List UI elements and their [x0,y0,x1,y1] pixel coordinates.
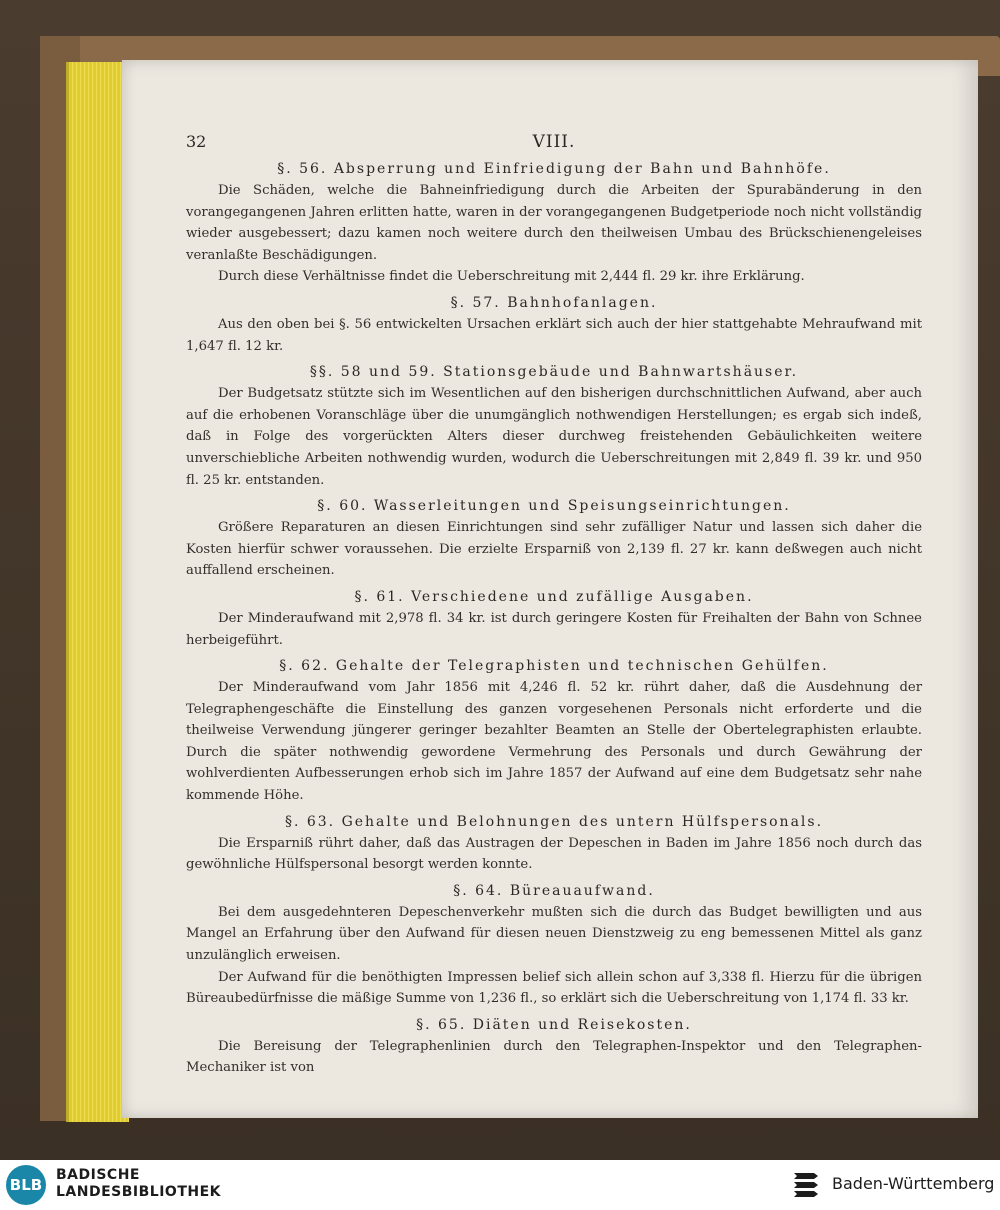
section-60 [186,495,922,582]
library-name-line1: BADISCHE [56,1167,140,1183]
section-56 [186,158,922,288]
paragraph: Die Bereisung der Telegraphenlinien durch den Telegraphen-Inspektor und den Telegraphen-Mechaniker ist von [186,1038,922,1076]
section-61 [186,586,922,651]
section-heading: §. 56. Absperrung und Einfriedigung der Bahn und Bahnhöfe. [277,161,831,177]
paragraph: Die Ersparniß rührt daher, daß das Austragen der Depeschen in Baden im Jahre 1856 noch durch das gewöhnliche Hülfspersonal besorgt werden konnte. [186,835,922,873]
section-heading: §. 57. Bahnhofanlagen. [450,294,658,311]
section-heading: §. 65. Diäten und Reisekosten. [416,1016,692,1033]
section-heading: §§. 58 und 59. Stationsgebäude und Bahnwartshäuser. [309,364,799,381]
paragraph: Der Aufwand für die benöthigten Impressen belief sich allein schon auf 3,338 fl. Hierzu für die übrigen Büreaubedürfnisse die mäßige Summe von 1,236 fl., so erklärt sich die Ueberschreitung von 1,174 fl. 33 kr. [186,969,922,1007]
page-header [186,132,922,154]
section-heading: §. 62. Gehalte der Telegraphisten und technischen Gehülfen. [279,658,829,675]
paragraph: Größere Reparaturen an diesen Einrichtungen sind sehr zufälliger Natur und lassen sich daher die Kosten hierfür schwer voraussehen. Die erzielte Ersparniß von 2,139 fl. 27 kr. kann deßwegen auch nicht auffallend erscheinen. [186,520,922,579]
three-lions-icon[interactable] [792,1170,820,1200]
section-58-59 [186,361,922,491]
section-62 [186,655,922,807]
section-63 [186,811,922,876]
section-65 [186,1014,922,1079]
section-57 [186,292,922,357]
section-heading: §. 63. Gehalte und Belohnungen des untern Hülfspersonals. [284,813,824,830]
page-body [186,158,922,1079]
page-number: 32 [186,132,207,151]
section-numeral: VIII. [532,132,576,152]
paragraph: Aus den oben bei §. 56 entwickelten Ursachen erklärt sich auch der hier stattgehabte Mehraufwand mit 1,647 fl. 12 kr. [186,316,922,354]
paragraph: Bei dem ausgedehnteren Depeschenverkehr mußten sich die durch das Budget bewilligten und aus Mangel an Erfahrung über den Aufwand für diesen neuen Dienstzweig zu eng bemessenen Mittel als ganz unzulänglich erweisen. [186,904,922,964]
library-name[interactable] [56,1167,221,1201]
paragraph: Durch diese Verhältnisse findet die Ueberschreitung mit 2,444 fl. 29 kr. ihre Erklärung. [218,269,805,285]
state-name[interactable]: Baden-Württemberg [832,1174,995,1193]
section-heading: §. 60. Wasserleitungen und Speisungseinrichtungen. [317,498,791,515]
section-heading: §. 61. Verschiedene und zufällige Ausgaben. [354,588,754,605]
paragraph: Der Budgetsatz stützte sich im Wesentlichen auf den bisherigen durchschnittlichen Aufwand, aber auch auf die erhobenen Voranschläge über die unumgänglich nothwendigen Herstellungen; es ergab sich indeß, daß in Folge des vorgerückten Alters dieser durchweg freistehenden Gebäulichkeiten weitere unverschiebliche Arbeiten nothwendig wurden, wodurch die Ueberschreitungen mit 2,849 fl. 39 kr. und 950 fl. 25 kr. entstanden. [186,386,922,488]
library-name-line2: LANDESBIBLIOTHEK [56,1184,222,1200]
section-64 [186,880,922,1010]
section-heading: §. 64. Büreauaufwand. [453,882,655,899]
blb-logo-icon[interactable]: BLB [6,1165,46,1205]
page-edges [66,62,129,1122]
footer-bar [0,1160,1000,1210]
paragraph: Der Minderaufwand vom Jahr 1856 mit 4,246 fl. 52 kr. rührt daher, daß die Ausdehnung der Telegraphengeschäfte die Einstellung des ganzen vorgesehenen Personals nicht erforderte und die theilweise Verwendung jüngerer geringer bezahlter Beamten an Stelle der Obertelegraphisten erlaubte. Durch die später nothwendig gewordene Vermehrung des Personals und durch Gewährung der wohlverdienten Aufbesserungen erhob sich im Jahre 1857 der Aufwand auf eine dem Budgetsatz sehr nahe kommende Höhe. [186,680,922,804]
paragraph: Der Minderaufwand mit 2,978 fl. 34 kr. ist durch geringere Kosten für Freihalten der Bahn von Schnee herbeigeführt. [186,610,922,648]
paragraph: Die Schäden, welche die Bahneinfriedigung durch die Arbeiten der Spurabänderung in den vorangegangenen Jahren erlitten hatte, waren in der vorangegangenen Budgetperiode noch nicht vollständig wieder ausgebessert; dazu kamen noch weitere durch den theilweisen Umbau des Brückschienengeleises veranlaßte Beschädigungen. [186,183,922,263]
book-page [122,60,978,1118]
